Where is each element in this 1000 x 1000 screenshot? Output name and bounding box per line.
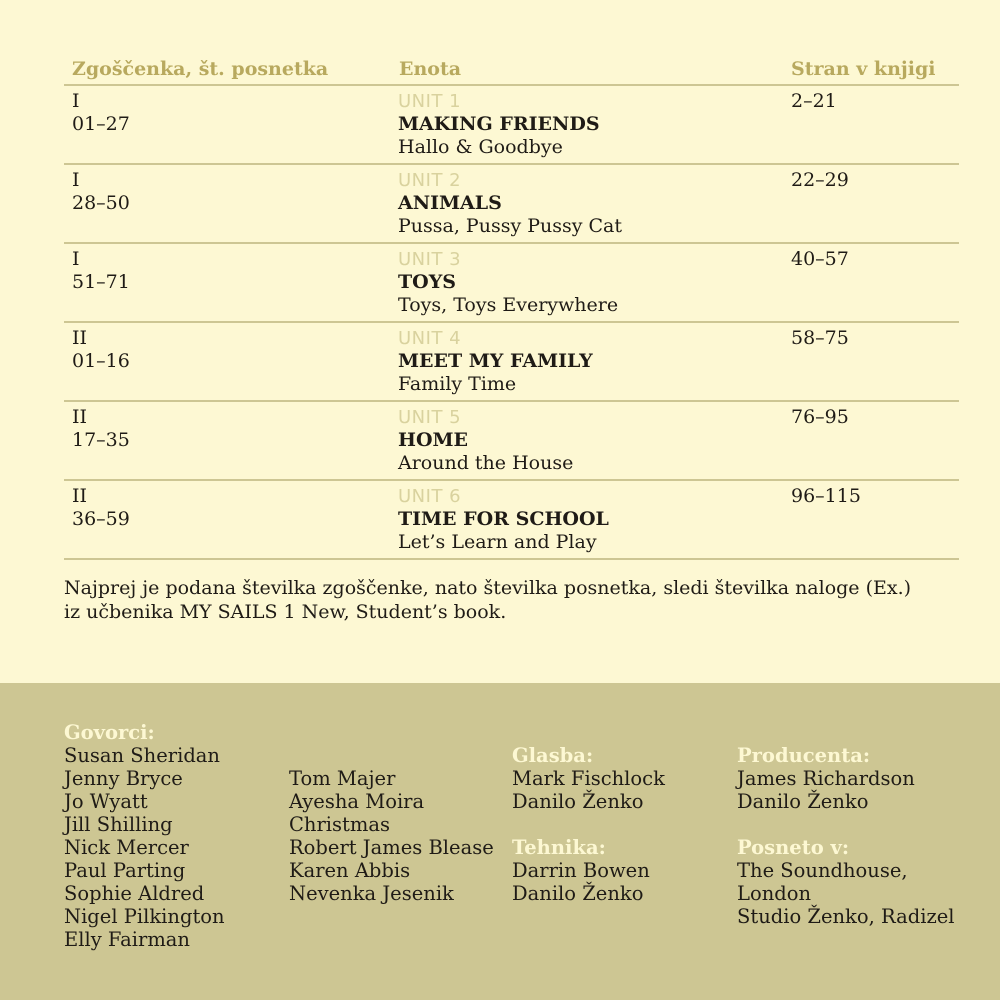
track-range: 51–71 [72,271,130,293]
cd-track-cell [72,485,130,531]
explanatory-note [64,576,911,624]
studio-name: Studio Ženko, Radizel [737,905,955,928]
page-range: 2–21 [791,90,837,112]
speaker-name: Elly Fairman [64,928,190,951]
table-row [64,86,959,165]
unit-tag: UNIT 6 [398,486,462,507]
unit-subtitle: Family Time [398,373,517,395]
track-range: 28–50 [72,192,130,214]
track-range: 36–59 [72,508,130,530]
cd-number: I [72,90,80,112]
studio-name: The Soundhouse, [737,859,908,882]
cd-track-cell [72,406,130,452]
credit-name: Darrin Bowen [512,859,650,882]
cd-number: I [72,169,80,191]
speaker-name: Ayesha Moira [289,790,425,813]
unit-tag: UNIT 3 [398,249,462,270]
speakers-column-1 [64,721,225,951]
speaker-name: Jenny Bryce [64,767,183,790]
speaker-name: Jo Wyatt [64,790,148,813]
table-row [64,481,959,560]
unit-cell [398,485,609,554]
technique-credits [512,836,650,905]
page-range: 96–115 [791,485,861,507]
cd-track-cell [72,248,130,294]
speaker-name: Christmas [289,813,391,836]
track-range: 17–35 [72,429,130,451]
producer-credits [737,744,915,813]
unit-name: TIME FOR SCHOOL [398,508,609,530]
speaker-name: Jill Shilling [64,813,173,836]
speakers-column-2 [289,767,494,905]
table-row [64,244,959,323]
producers-heading: Producenta: [737,744,871,767]
speaker-name: Sophie Aldred [64,882,205,905]
page-range: 76–95 [791,406,849,428]
music-heading: Glasba: [512,744,594,767]
page-range: 58–75 [791,327,849,349]
table-row [64,165,959,244]
speaker-name: Nigel Pilkington [64,905,225,928]
unit-cell [398,90,600,159]
unit-subtitle: Toys, Toys Everywhere [398,294,619,316]
credit-name: Danilo Ženko [512,882,644,905]
speaker-name: Nevenka Jesenik [289,882,454,905]
music-credits [512,744,665,813]
track-range: 01–27 [72,113,130,135]
header-cd-track: Zgoščenka, št. posnetka [72,58,329,80]
credit-name: James Richardson [737,767,915,790]
unit-name: HOME [398,429,469,451]
page-range: 40–57 [791,248,849,270]
unit-name: ANIMALS [398,192,502,214]
recorded-at-credits [737,836,955,928]
studio-name: London [737,882,812,905]
speaker-name: Paul Parting [64,859,186,882]
unit-subtitle: Around the House [398,452,574,474]
cd-track-cell [72,169,130,215]
credit-name: Mark Fischlock [512,767,665,790]
unit-subtitle: Hallo & Goodbye [398,136,563,158]
header-unit: Enota [399,58,462,80]
unit-name: MEET MY FAMILY [398,350,593,372]
unit-tag: UNIT 1 [398,91,462,112]
note-line: Najprej je podana številka zgoščenke, nato številka posnetka, sledi številka naloge (Ex.) [64,577,912,599]
header-page: Stran v knjigi [791,58,936,80]
unit-tag: UNIT 2 [398,170,462,191]
cd-number: II [72,406,88,428]
credit-name: Danilo Ženko [737,790,869,813]
cd-track-cell [72,327,130,373]
credit-name: Danilo Ženko [512,790,644,813]
speakers-heading: Govorci: [64,721,155,744]
unit-subtitle: Let’s Learn and Play [398,531,597,553]
speaker-name: Nick Mercer [64,836,189,859]
table-header [64,52,959,86]
technique-heading: Tehnika: [512,836,606,859]
cd-track-cell [72,90,130,136]
table-row [64,323,959,402]
track-range: 01–16 [72,350,130,372]
unit-cell [398,169,622,238]
tracklist-table [64,52,959,560]
speaker-name: Karen Abbis [289,859,411,882]
cd-number: II [72,327,88,349]
unit-cell [398,327,593,396]
unit-tag: UNIT 5 [398,407,462,428]
cd-number: I [72,248,80,270]
unit-name: TOYS [398,271,456,293]
unit-cell [398,406,573,475]
note-line: iz učbenika MY SAILS 1 New, Student’s book. [64,601,507,623]
speaker-name: Robert James Blease [289,836,494,859]
speaker-name: Tom Majer [289,767,396,790]
unit-subtitle: Pussa, Pussy Pussy Cat [398,215,623,237]
table-row [64,402,959,481]
page-range: 22–29 [791,169,849,191]
cd-number: II [72,485,88,507]
speaker-name: Susan Sheridan [64,744,220,767]
recorded-heading: Posneto v: [737,836,850,859]
unit-name: MAKING FRIENDS [398,113,600,135]
unit-cell [398,248,618,317]
unit-tag: UNIT 4 [398,328,462,349]
